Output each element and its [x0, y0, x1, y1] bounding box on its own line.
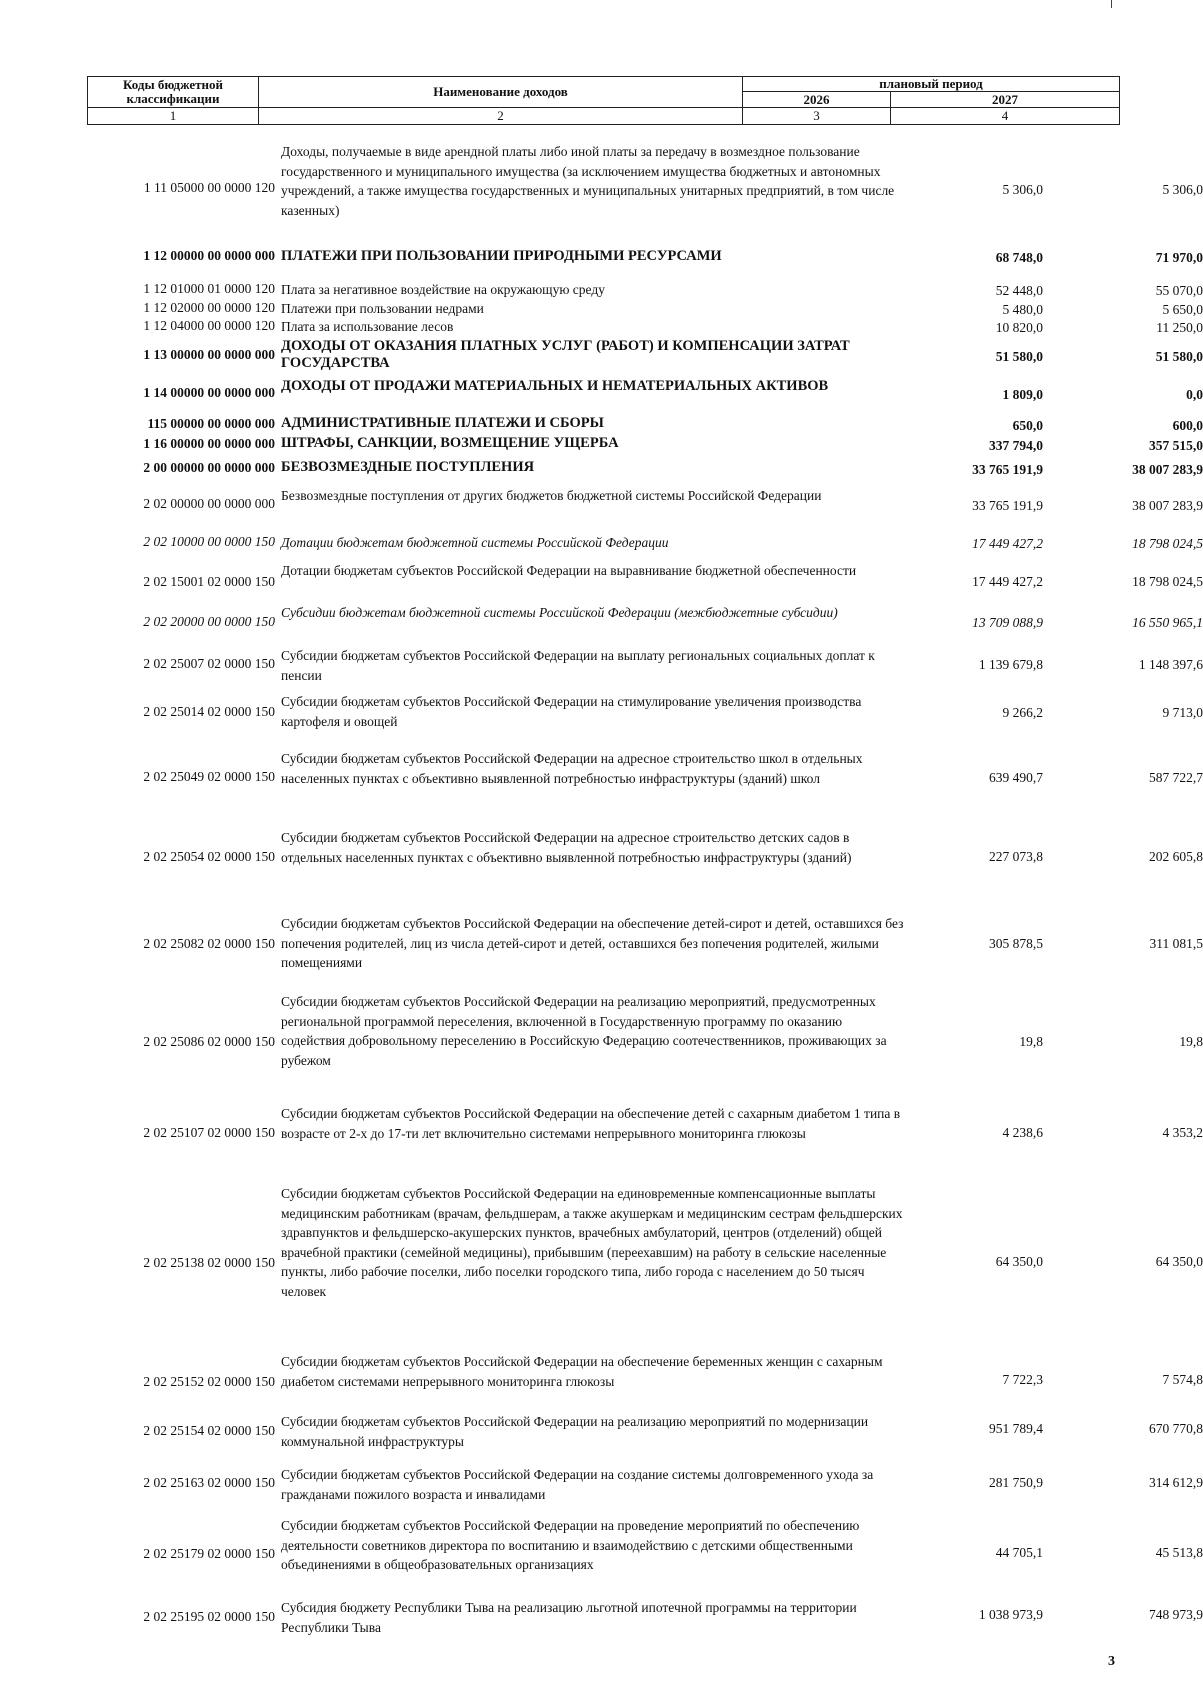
row-code: 1 16 00000 00 0000 000	[143, 436, 275, 451]
row-value-2027: 0,0	[1186, 387, 1203, 402]
row-name: ДОХОДЫ ОТ ОКАЗАНИЯ ПЛАТНЫХ УСЛУГ (РАБОТ) И КОМПЕНСАЦИИ ЗАТРАТ ГОСУДАРСТВА	[281, 338, 850, 371]
header-2026: 2026	[742, 91, 891, 108]
row-value-2027: 1 148 397,6	[1138, 657, 1203, 672]
row-value-2026: 9 266,2	[1002, 705, 1043, 720]
row-value-2027: 7 574,8	[1162, 1372, 1203, 1387]
row-value-2026: 951 789,4	[989, 1421, 1043, 1436]
row-code: 2 02 25082 02 0000 150	[143, 936, 275, 951]
row-value-2026: 10 820,0	[995, 320, 1043, 335]
row-code: 2 02 25014 02 0000 150	[143, 704, 275, 719]
row-code: 2 02 25195 02 0000 150	[143, 1609, 275, 1624]
row-name: АДМИНИСТРАТИВНЫЕ ПЛАТЕЖИ И СБОРЫ	[281, 415, 604, 431]
row-value-2026: 33 765 191,9	[972, 498, 1043, 513]
row-code: 2 00 00000 00 0000 000	[143, 460, 275, 475]
row-code: 2 02 00000 00 0000 000	[143, 496, 275, 511]
row-value-2027: 4 353,2	[1162, 1125, 1203, 1140]
row-value-2026: 5 306,0	[1002, 182, 1043, 197]
header-period: плановый период	[742, 76, 1120, 92]
header-2027: 2027	[890, 91, 1120, 108]
row-value-2027: 5 306,0	[1162, 182, 1203, 197]
row-name: Субсидии бюджетам субъектов Российской Федерации на стимулирование увеличения производства картофеля и овощей	[281, 694, 862, 729]
revenue-table-body	[87, 140, 1203, 1640]
row-code: 2 02 25138 02 0000 150	[143, 1255, 275, 1270]
row-code: 2 02 20000 00 0000 150	[143, 614, 275, 629]
row-value-2027: 55 070,0	[1155, 283, 1203, 298]
row-value-2026: 1 139 679,8	[978, 657, 1043, 672]
row-value-2027: 600,0	[1172, 418, 1203, 433]
row-value-2026: 7 722,3	[1002, 1372, 1043, 1387]
header-num-2: 2	[258, 107, 743, 125]
row-name: Субсидии бюджетам субъектов Российской Федерации на реализацию мероприятий по модернизации коммунальной инфраструктуры	[281, 1414, 869, 1449]
row-name: Плата за негативное воздействие на окружающую среду	[281, 282, 605, 297]
row-code: 115 00000 00 0000 000	[147, 416, 275, 431]
row-value-2026: 19,8	[1019, 1034, 1043, 1049]
row-code: 1 11 05000 00 0000 120	[143, 180, 275, 195]
table-header	[87, 76, 1120, 138]
row-code: 2 02 25154 02 0000 150	[143, 1423, 275, 1438]
row-value-2027: 71 970,0	[1155, 250, 1203, 265]
row-name: ШТРАФЫ, САНКЦИИ, ВОЗМЕЩЕНИЕ УЩЕРБА	[281, 435, 619, 451]
header-num-4: 4	[890, 107, 1120, 125]
row-value-2027: 587 722,7	[1149, 770, 1203, 785]
row-name: Субсидии бюджетам субъектов Российской Федерации на реализацию мероприятий, предусмотренных региональной программой переселения, включенной в Государственную программу по оказанию содействия добровольному переселению в Российскую Федерацию соотечественников, проживающих за рубежом	[281, 994, 887, 1068]
row-code: 1 12 00000 00 0000 000	[143, 248, 275, 263]
row-value-2027: 357 515,0	[1149, 438, 1203, 453]
row-name: Субсидии бюджетам субъектов Российской Федерации на единовременные компенсационные выплаты медицинским работникам (врачам, фельдшерам, а также акушеркам и медицинским сестрам фельдшерских здравпунктов и фельдшерско-акушерских пунктов, врачебных амбулаторий, центров (отделений) общей врачебной практики (семейной медицины), прибывшим (переехавшим) на работу в сельские населенные пункты, либо рабочие поселки, либо поселки городского типа, либо города с населением до 50 тысяч человек	[281, 1186, 903, 1299]
header-num-1: 1	[87, 107, 259, 125]
row-value-2026: 337 794,0	[989, 438, 1043, 453]
row-value-2026: 639 490,7	[989, 770, 1043, 785]
row-name: ДОХОДЫ ОТ ПРОДАЖИ МАТЕРИАЛЬНЫХ И НЕМАТЕРИАЛЬНЫХ АКТИВОВ	[281, 378, 829, 394]
row-code: 2 02 25086 02 0000 150	[143, 1034, 275, 1049]
row-name: Субсидии бюджетам субъектов Российской Федерации на выплату региональных социальных доплат к пенсии	[281, 648, 875, 683]
row-value-2026: 4 238,6	[1002, 1125, 1043, 1140]
row-value-2026: 305 878,5	[989, 936, 1043, 951]
row-value-2026: 68 748,0	[995, 250, 1043, 265]
row-name: Субсидии бюджетам субъектов Российской Федерации на создание системы долговременного ухода за гражданами пожилого возраста и инвалидами	[281, 1467, 874, 1502]
row-value-2026: 52 448,0	[995, 283, 1043, 298]
row-value-2027: 18 798 024,5	[1132, 536, 1203, 551]
row-code: 1 12 02000 00 0000 120	[143, 300, 275, 315]
row-value-2027: 11 250,0	[1156, 320, 1203, 335]
row-code: 1 13 00000 00 0000 000	[143, 347, 275, 362]
row-name: Плата за использование лесов	[281, 319, 454, 334]
page-number: 3	[1108, 1654, 1115, 1669]
row-value-2026: 281 750,9	[989, 1475, 1043, 1490]
row-name: Платежи при пользовании недрами	[281, 301, 484, 316]
row-value-2026: 650,0	[1012, 418, 1043, 433]
row-value-2027: 311 081,5	[1149, 936, 1203, 951]
row-code: 2 02 25152 02 0000 150	[143, 1374, 275, 1389]
row-value-2026: 64 350,0	[995, 1254, 1043, 1269]
row-value-2026: 17 449 427,2	[972, 536, 1043, 551]
row-name: Субсидии бюджетам субъектов Российской Федерации на адресное строительство детских садов в отдельных населенных пунктах с объективно выявленной потребностью инфраструктуры (зданий)	[281, 830, 852, 865]
header-codes: Коды бюджетной классификации	[87, 76, 259, 108]
row-value-2026: 5 480,0	[1002, 302, 1043, 317]
row-value-2026: 33 765 191,9	[972, 462, 1043, 477]
row-value-2027: 202 605,8	[1149, 849, 1203, 864]
row-value-2026: 13 709 088,9	[972, 615, 1043, 630]
scan-edge-mark	[1111, 0, 1112, 8]
row-code: 2 02 10000 00 0000 150	[143, 534, 275, 549]
row-name: Безвозмездные поступления от других бюджетов бюджетной системы Российской Федерации	[281, 488, 822, 503]
row-value-2027: 16 550 965,1	[1132, 615, 1203, 630]
row-code: 2 02 25163 02 0000 150	[143, 1475, 275, 1490]
row-value-2027: 38 007 283,9	[1132, 462, 1203, 477]
header-name: Наименование доходов	[258, 76, 743, 108]
row-value-2026: 51 580,0	[995, 349, 1043, 364]
row-value-2027: 18 798 024,5	[1132, 574, 1203, 589]
row-code: 1 12 01000 01 0000 120	[143, 281, 275, 296]
row-name: Доходы, получаемые в виде арендной платы либо иной платы за передачу в возмездное пользование государственного и муниципального имущества (за исключением имущества бюджетных и автономных учреждений, а также имущества государственных и муниципальных унитарных предприятий, в том числе казенных)	[281, 144, 895, 218]
row-code: 2 02 25179 02 0000 150	[143, 1546, 275, 1561]
row-code: 2 02 25007 02 0000 150	[143, 656, 275, 671]
row-name: Субсидии бюджетам субъектов Российской Федерации на обеспечение детей с сахарным диабетом 1 типа в возрасте от 2-х до 17-ти лет включительно системами непрерывного мониторинга глюкозы	[281, 1106, 901, 1141]
row-name: Субсидия бюджету Республики Тыва на реализацию льготной ипотечной программы на территории Республики Тыва	[281, 1600, 857, 1635]
row-value-2027: 64 350,0	[1155, 1254, 1203, 1269]
row-value-2027: 314 612,9	[1149, 1475, 1203, 1490]
row-value-2027: 5 650,0	[1162, 302, 1203, 317]
row-value-2027: 670 770,8	[1149, 1421, 1203, 1436]
row-value-2027: 51 580,0	[1155, 349, 1203, 364]
row-name: Субсидии бюджетам субъектов Российской Федерации на адресное строительство школ в отдельных населенных пунктах с объективно выявленной потребностью инфраструктуры (зданий) школ	[281, 751, 863, 786]
row-value-2027: 748 973,9	[1149, 1607, 1203, 1622]
row-value-2027: 19,8	[1179, 1034, 1203, 1049]
row-code: 1 14 00000 00 0000 000	[143, 385, 275, 400]
header-num-3: 3	[742, 107, 891, 125]
row-value-2026: 1 809,0	[1002, 387, 1043, 402]
row-code: 2 02 15001 02 0000 150	[143, 574, 275, 589]
row-value-2027: 38 007 283,9	[1132, 498, 1203, 513]
row-name: Субсидии бюджетам бюджетной системы Российской Федерации (межбюджетные субсидии)	[281, 605, 838, 620]
row-value-2026: 227 073,8	[989, 849, 1043, 864]
row-name: Дотации бюджетам субъектов Российской Федерации на выравнивание бюджетной обеспеченности	[281, 563, 857, 578]
row-name: БЕЗВОЗМЕЗДНЫЕ ПОСТУПЛЕНИЯ	[281, 459, 535, 475]
row-name: Субсидии бюджетам субъектов Российской Федерации на обеспечение беременных женщин с сахарным диабетом системами непрерывного мониторинга глюкозы	[281, 1354, 883, 1389]
row-code: 2 02 25049 02 0000 150	[143, 769, 275, 784]
row-code: 1 12 04000 00 0000 120	[143, 318, 275, 333]
row-value-2026: 1 038 973,9	[978, 1607, 1043, 1622]
row-name: Субсидии бюджетам субъектов Российской Федерации на обеспечение детей-сирот и детей, оставшихся без попечения родителей, лиц из числа детей-сирот и детей, оставшихся без попечения родителей, жилыми помещениями	[281, 916, 904, 970]
row-name: ПЛАТЕЖИ ПРИ ПОЛЬЗОВАНИИ ПРИРОДНЫМИ РЕСУРСАМИ	[281, 248, 722, 264]
row-name: Субсидии бюджетам субъектов Российской Федерации на проведение мероприятий по обеспечению деятельности советников директора по воспитанию и взаимодействию с детскими общественными объединениями в общеобразовательных организациях	[281, 1518, 860, 1572]
row-value-2026: 17 449 427,2	[972, 574, 1043, 589]
row-value-2027: 9 713,0	[1162, 705, 1203, 720]
row-value-2026: 44 705,1	[995, 1545, 1043, 1560]
row-code: 2 02 25054 02 0000 150	[143, 849, 275, 864]
row-value-2027: 45 513,8	[1155, 1545, 1203, 1560]
row-name: Дотации бюджетам бюджетной системы Российской Федерации	[281, 535, 669, 550]
row-code: 2 02 25107 02 0000 150	[143, 1125, 275, 1140]
